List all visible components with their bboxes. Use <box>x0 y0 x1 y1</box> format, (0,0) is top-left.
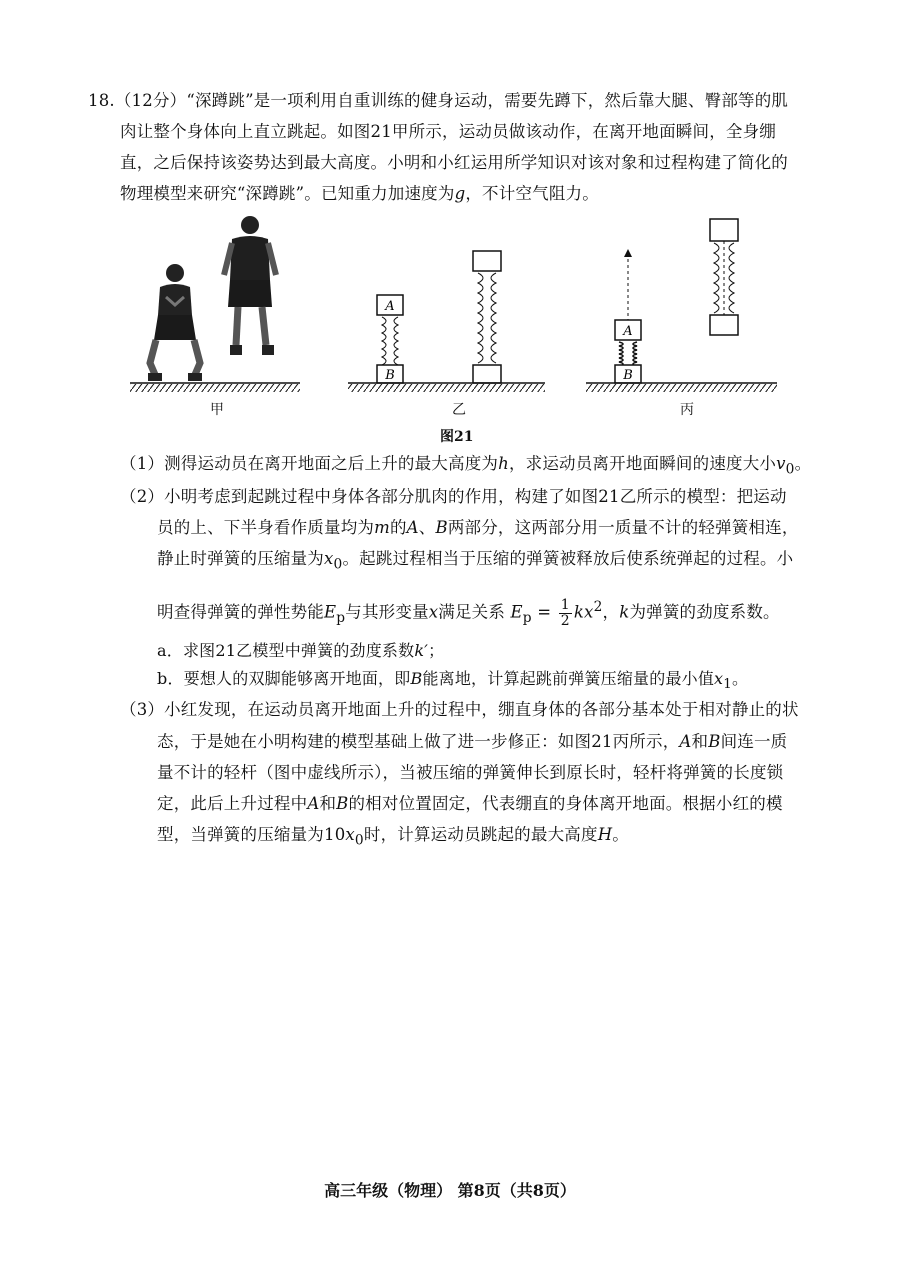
part2-line-4a: 明查得弹簧的弹性势能 <box>157 602 324 622</box>
part3-row-2 <box>157 730 787 754</box>
part2-b-text-a: 要想人的双脚能够离开地面，即 <box>183 669 411 688</box>
symbol-B: B <box>435 518 448 537</box>
symbol-kprime: k′ <box>414 641 429 660</box>
part2-line-3a: 静止时弹簧的压缩量为 <box>157 549 324 568</box>
formula-square: 2 <box>593 599 603 615</box>
formula-kx: kx <box>573 602 594 622</box>
part1-text-b: ，求运动员离开地面瞬间的速度大小 <box>508 454 777 473</box>
fraction-numerator: 1 <box>560 596 570 613</box>
symbol-v0-sub: 0 <box>785 461 795 478</box>
model-bing-compressed <box>615 249 641 383</box>
part3-line-4a: 定，此后上升过程中 <box>157 794 308 813</box>
symbol-x0-sub: 0 <box>333 556 343 573</box>
formula-eq: = <box>537 602 552 622</box>
question-number <box>88 89 788 113</box>
part1-num: （1） <box>120 454 165 473</box>
label-yi: 乙 <box>452 402 466 418</box>
ground-jia <box>130 383 300 392</box>
symbol-Ep: E <box>324 602 337 622</box>
part2-row-2 <box>157 516 799 540</box>
symbol-x0: x <box>324 549 334 568</box>
symbol-B-b: B <box>410 669 423 688</box>
block-a-label-bing: A <box>623 324 633 339</box>
formula-Ep-sub: p <box>522 609 532 626</box>
part2-line-2c: 两部分，这两部分用一质量不计的轻弹簧相连， <box>447 518 799 537</box>
part3-line-3: 量不计的轻杆（图中虚线所示），当被压缩的弹簧伸长到原长时，轻杆将弹簧的长度锁 <box>157 763 784 782</box>
part3-row-5 <box>157 823 629 852</box>
part3-and: 和 <box>691 732 709 751</box>
part3-line-5a: 型，当弹簧的压缩量为10 <box>157 825 346 844</box>
symbol-x1: x <box>714 669 724 688</box>
part3-line-5c: 。 <box>612 825 629 844</box>
symbol-x0-3: x <box>345 825 355 844</box>
part2-line-2b: 的 <box>389 518 407 537</box>
block-b-label-bing: B <box>623 368 633 383</box>
symbol-A: A <box>406 518 419 537</box>
symbol-x0-3-sub: 0 <box>354 832 364 849</box>
part2-b-end: 。 <box>731 669 749 688</box>
q-num: 18. <box>88 91 115 110</box>
part1-row <box>120 452 811 481</box>
part1-end: 。 <box>794 454 812 473</box>
page-footer: 高三年级（物理） 第8页（共8页） <box>324 1181 576 1200</box>
symbol-H: H <box>597 825 613 844</box>
intro-line-4-row <box>120 182 599 206</box>
athlete-squatting <box>148 264 202 381</box>
symbol-h: h <box>498 454 509 473</box>
model-yi-compressed <box>377 295 403 383</box>
ground-yi <box>348 383 545 392</box>
part2-a-label: a． <box>157 641 183 660</box>
part3-line-5b: 时，计算运动员跳起的最大高度 <box>363 825 598 844</box>
part2-line-2a: 员的上、下半身看作质量均为 <box>157 518 375 537</box>
part2-sep: 、 <box>418 518 436 537</box>
symbol-m: m <box>374 518 390 537</box>
part2-num: （2） <box>120 487 165 506</box>
part2-a-row <box>157 639 444 663</box>
formula-fraction <box>559 598 572 629</box>
model-yi-extended <box>473 251 501 383</box>
label-jia: 甲 <box>210 402 224 418</box>
symbol-Ep-sub: p <box>336 609 346 626</box>
part3-line-2b: 间连一质 <box>720 732 788 751</box>
label-bing: 丙 <box>680 402 694 418</box>
part2-b-row <box>157 667 748 697</box>
symbol-B-4: B <box>336 794 349 813</box>
part2-line-3b: 。起跳过程相当于压缩的弹簧被释放后使系统弹起的过程。小 <box>342 549 794 568</box>
symbol-k: k <box>619 602 630 622</box>
part3-line-1: 小红发现，在运动员离开地面上升的过程中，绷直身体的各部分基本处于相对静止的状 <box>164 700 799 719</box>
part3-line-4b: 的相对位置固定，代表绷直的身体离开地面。根据小红的模 <box>348 794 783 813</box>
figure-caption: 图21 <box>440 429 474 445</box>
part2-b-text-b: 能离地，计算起跳前弹簧压缩量的最小值 <box>422 669 715 688</box>
symbol-A-4: A <box>307 794 320 813</box>
part2-b-label: b． <box>157 669 184 688</box>
symbol-x1-sub: 1 <box>723 677 732 693</box>
part2-line-4d: ， <box>602 602 620 622</box>
part3-row-4 <box>157 792 783 816</box>
symbol-x: x <box>428 602 439 622</box>
part2-row-3 <box>157 547 793 576</box>
model-bing-airborne <box>710 219 738 335</box>
part1-text-a: 测得运动员在离开地面之后上升的最大高度为 <box>164 454 499 473</box>
q-score: （12分） <box>114 91 187 110</box>
part3-num: （3） <box>120 700 165 719</box>
intro-line-1: “深蹲跳”是一项利用自重训练的健身运动，需要先蹲下，然后靠大腿、臀部等的肌 <box>186 91 789 110</box>
symbol-B-3: B <box>708 732 721 751</box>
intro-line-4b: ，不计空气阻力。 <box>465 184 599 203</box>
part3-line-2a: 态，于是她在小明构建的模型基础上做了进一步修正：如图21丙所示， <box>157 732 680 751</box>
part2-line-4b: 与其形变量 <box>345 602 429 622</box>
block-b-label: B <box>385 368 395 383</box>
part2-a-end: ； <box>428 641 445 660</box>
intro-line-2-row <box>120 120 776 144</box>
part2-row-4 <box>157 590 780 635</box>
intro-line-3: 直，之后保持该姿势达到最大高度。小明和小红运用所学知识对该对象和过程构建了简化的 <box>120 153 788 172</box>
part3-row-3 <box>157 761 783 785</box>
block-a-label: A <box>385 299 395 314</box>
intro-line-3-row <box>120 151 788 175</box>
part3-row-1 <box>120 698 799 722</box>
figure-21 <box>120 205 800 450</box>
part3-and-2: 和 <box>319 794 337 813</box>
symbol-v0: v <box>776 454 786 473</box>
ground-bing <box>586 383 777 392</box>
intro-line-4a: 物理模型来研究“深蹲跳”。已知重力加速度为 <box>120 184 455 203</box>
part2-a-text: 求图21乙模型中弹簧的劲度系数 <box>182 641 415 660</box>
part2-line-1: 小明考虑到起跳过程中身体各部分肌肉的作用，构建了如图21乙所示的模型：把运动 <box>164 487 787 506</box>
symbol-A-3: A <box>679 732 692 751</box>
part2-row-1 <box>120 485 787 509</box>
intro-line-2: 肉让整个身体向上直立跳起。如图21甲所示，运动员做该动作，在离开地面瞬间，全身绷 <box>120 122 776 141</box>
symbol-g: g <box>454 184 466 203</box>
fraction-denominator: 2 <box>560 612 570 629</box>
formula-Ep: E <box>510 602 523 622</box>
part2-line-4c: 满足关系 <box>438 602 506 622</box>
athlete-jumping <box>224 216 276 355</box>
part2-line-4e: 为弹簧的劲度系数。 <box>629 602 780 622</box>
